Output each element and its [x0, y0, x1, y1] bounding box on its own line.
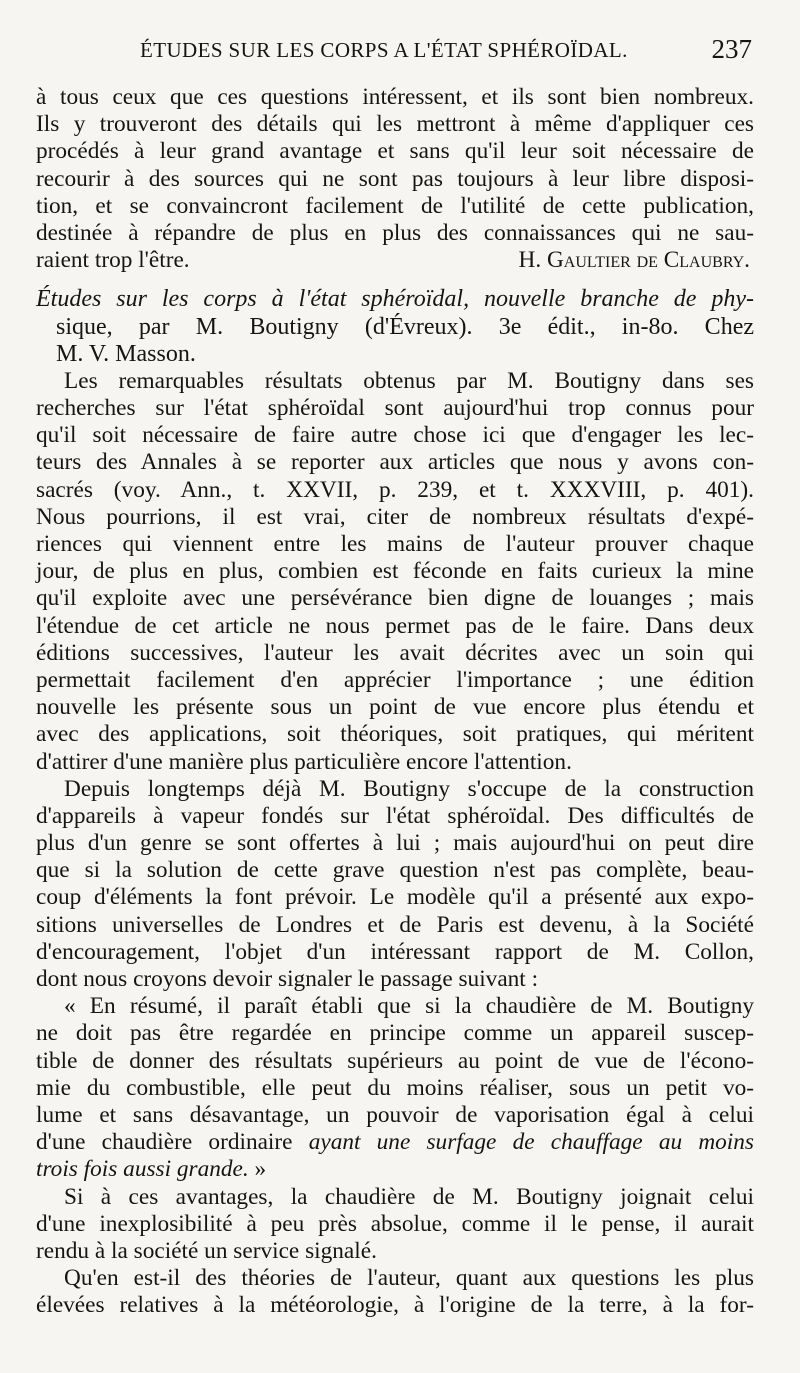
review-title-line: M. V. Masson.	[56, 340, 196, 367]
quote-line: lume et sans désavantage, un pouvoir de vaporisation égal à celui	[36, 1101, 754, 1128]
text-line: teurs des Annales à se reporter aux articles que nous y avons con-	[36, 449, 754, 476]
review-heading	[36, 286, 754, 368]
text-line: recourir à des sources qui ne sont pas toujours à leur libre disposi-	[36, 165, 754, 192]
text-line: Qu'en est-il des théories de l'auteur, quant aux questions les plus	[64, 1265, 754, 1292]
section-gap	[36, 274, 754, 286]
quote-line	[36, 1129, 754, 1156]
quote-line: « En résumé, il paraît établi que si la chaudière de M. Boutigny	[64, 993, 754, 1020]
text-line: d'encouragement, l'objet d'un intéressant rapport de M. Collon,	[36, 938, 754, 965]
signature-line	[36, 247, 754, 274]
text-line: que si la solution de cette grave question n'est pas complète, beau-	[36, 857, 754, 884]
quote-italic-text: ayant une surfage de chauffage au moins	[308, 1129, 754, 1156]
text-line: d'appareils à vapeur fondés sur l'état sphéroïdal. Des difficultés de	[36, 802, 754, 829]
page-number: 237	[711, 34, 752, 64]
body-paragraph-3	[36, 1184, 754, 1266]
quote-line: mie du combustible, elle peut du moins réaliser, sous un petit vo-	[36, 1074, 754, 1101]
text-line: tion, et se convaincront facilement de l'utilité de cette publication,	[36, 192, 754, 219]
text-line: coup d'éléments la font prévoir. Le modèle qu'il a présenté aux expo-	[36, 884, 754, 911]
quote-italic-text: trois fois aussi grande.	[36, 1156, 249, 1183]
text-line: d'une inexplosibilité à peu près absolue, comme il le pense, il aurait	[36, 1210, 754, 1237]
body-paragraph-1	[36, 368, 754, 776]
running-title: ÉTUDES SUR LES CORPS A L'ÉTAT SPHÉROÏDAL.	[140, 38, 628, 62]
text-line: jour, de plus en plus, combien est féconde en faits curieux la mine	[36, 558, 754, 585]
body-paragraph-4	[36, 1265, 754, 1319]
quote-line: ne doit pas être regardée en principe comme un appareil suscep-	[36, 1020, 754, 1047]
text-line: Si à ces avantages, la chaudière de M. Boutigny joignait celui	[64, 1183, 754, 1210]
text-line: éditions successives, l'auteur les avait décrites avec un soin qui	[36, 639, 754, 666]
text-line: Depuis longtemps déjà M. Boutigny s'occupe de la construction	[64, 775, 754, 802]
text-line: Les remarquables résultats obtenus par M. Boutigny dans ses	[64, 367, 754, 394]
text-line: Nous pourrions, il est vrai, citer de nombreux résultats d'expé-	[36, 503, 754, 530]
text-line: l'étendue de cet article ne nous permet pas de le faire. Dans deux	[36, 612, 754, 639]
review-title-line: sique, par M. Boutigny (d'Évreux). 3e édit., in-8o. Chez	[56, 313, 754, 340]
text-line: riences qui viennent entre les mains de l'auteur prouver chaque	[36, 531, 754, 557]
quote-line: tible de donner des résultats supérieurs au point de vue de l'écono-	[36, 1047, 754, 1074]
text-line: Ils y trouveront des détails qui les mettront à même d'appliquer ces	[36, 111, 754, 138]
text-line: avec des applications, soit théoriques, soit pratiques, qui méritent	[36, 721, 754, 748]
text-line: destinée à répandre de plus en plus des connaissances qui ne sau-	[36, 219, 754, 246]
text-line: rendu à la société un service signalé.	[36, 1237, 377, 1264]
text-line: qu'il soit nécessaire de faire autre chose ici que d'engager les lec-	[36, 422, 754, 449]
text-line: élevées relatives à la météorologie, à l'origine de la terre, à la for-	[36, 1292, 754, 1319]
text-line: sacrés (voy. Ann., t. XXVII, p. 239, et t. XXXVIII, p. 401).	[36, 476, 754, 503]
author-signature: H. Gaultier de Claubry.	[518, 247, 750, 274]
text-line: à tous ceux que ces questions intéressent, et ils sont bien nombreux.	[36, 84, 754, 110]
text-line: recherches sur l'état sphéroïdal sont aujourd'hui trop connus pour	[36, 395, 754, 422]
text-line: plus d'un genre se sont offertes à lui ; mais aujourd'hui on peut dire	[36, 830, 754, 857]
text-line: sitions universelles de Londres et de Paris est devenu, à la Société	[36, 911, 754, 938]
review-title-line	[36, 286, 754, 313]
quote-text: d'une chaudière ordinaire	[36, 1129, 309, 1156]
text-line: raient trop l'être.	[36, 247, 190, 274]
text-line: procédés à leur grand avantage et sans qu'il leur soit nécessaire de	[36, 138, 754, 165]
text-line: d'attirer d'une manière plus particulière encore l'attention.	[36, 748, 572, 775]
review-title-italic: Études sur les corps à l'état sphéroïdal, nouvelle branche de phy-	[36, 286, 754, 313]
closing-guillemet: »	[248, 1156, 267, 1183]
text-line: dont nous croyons devoir signaler le passage suivant :	[36, 966, 539, 992]
body-paragraph-2	[36, 776, 754, 994]
running-head	[36, 36, 752, 66]
quotation	[36, 993, 754, 1183]
text-block	[36, 84, 754, 1319]
intro-paragraph	[36, 84, 754, 274]
quote-line	[36, 1156, 754, 1183]
text-line: nouvelle les présente sous un point de vue encore plus étendu et	[36, 694, 754, 721]
text-line: permettait facilement d'en apprécier l'importance ; une édition	[36, 666, 754, 693]
text-line: qu'il exploite avec une persévérance bien digne de louanges ; mais	[36, 585, 754, 612]
